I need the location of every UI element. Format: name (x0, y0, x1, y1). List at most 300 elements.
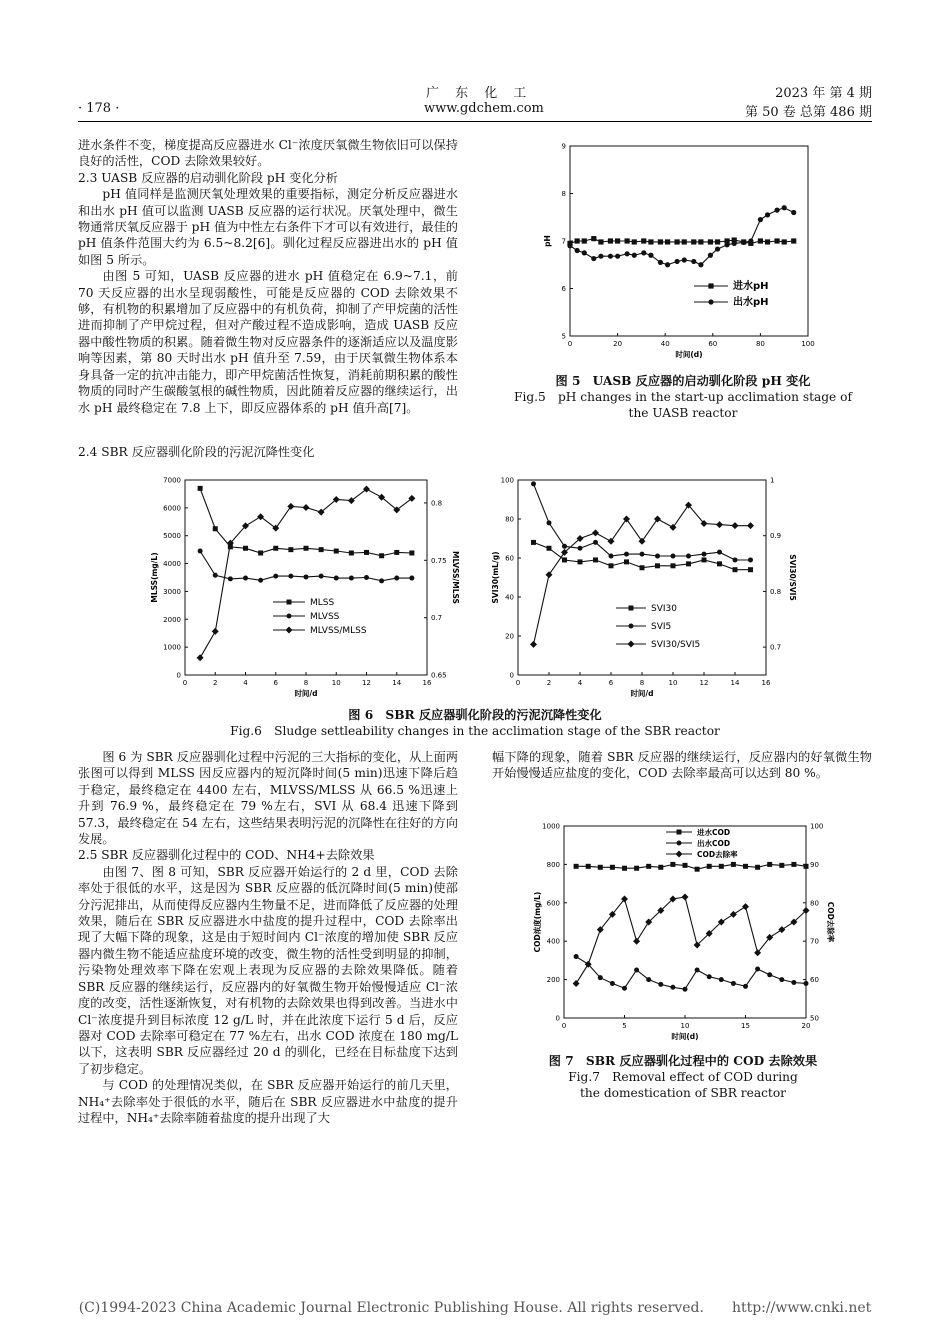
data-point (531, 481, 536, 486)
figure-6b-chart (488, 470, 808, 702)
data-point (708, 239, 713, 244)
data-point (698, 262, 703, 267)
y2-tick-label: 0.8 (770, 587, 782, 596)
x-tick-label: 8 (303, 679, 309, 687)
data-point (655, 563, 660, 568)
x-tick-label: 0 (561, 1022, 567, 1030)
data-point (648, 253, 653, 258)
x-tick-label: 10 (680, 1022, 690, 1030)
data-point (334, 549, 339, 554)
x-axis-label: 时间/d (294, 689, 318, 698)
left-column-top (78, 137, 458, 416)
data-point (682, 894, 689, 901)
y2-tick-label: 80 (810, 899, 819, 908)
x-tick-label: 15 (741, 1022, 750, 1030)
data-point (654, 516, 661, 523)
data-point (288, 547, 293, 552)
data-point (288, 574, 293, 579)
data-point (582, 238, 587, 243)
data-point (598, 865, 603, 870)
y2-tick-label: 0.7 (431, 614, 443, 623)
data-point (732, 241, 737, 246)
data-point (774, 238, 779, 243)
data-point (639, 538, 646, 545)
data-point (731, 862, 736, 867)
data-point (774, 208, 779, 213)
data-point (623, 516, 630, 523)
y-tick-label: 3000 (163, 587, 181, 596)
data-point (379, 553, 384, 558)
data-point (758, 238, 763, 243)
y-tick-label: 0 (176, 671, 181, 680)
data-point (592, 529, 599, 536)
data-point (634, 866, 639, 871)
data-point (778, 926, 785, 933)
data-point (648, 239, 653, 244)
x-tick-label: 6 (273, 679, 278, 687)
data-point (598, 239, 603, 244)
data-point (765, 239, 770, 244)
x-axis-label: 时间(d) (671, 1032, 699, 1041)
y-axis-label: SVI30(mL/g) (491, 551, 500, 604)
data-point (658, 260, 663, 265)
data-point (562, 557, 567, 562)
legend-marker (677, 841, 682, 846)
data-point (719, 864, 724, 869)
data-point (791, 862, 796, 867)
legend-label: MLSS (310, 598, 335, 608)
data-point (574, 864, 579, 869)
x-tick-label: 60 (708, 340, 718, 348)
x-tick-label: 80 (755, 340, 765, 348)
legend-marker (287, 614, 292, 619)
figure-5-caption (492, 373, 874, 421)
data-point (198, 486, 203, 491)
y2-tick-label: 100 (810, 822, 824, 831)
page-number: · 178 · (78, 101, 120, 116)
data-point (634, 968, 639, 973)
y-tick-label: 1000 (163, 643, 181, 652)
data-point (624, 559, 629, 564)
legend-label: SVI30/SVI5 (651, 640, 701, 650)
data-point (598, 975, 603, 980)
data-point (409, 550, 414, 555)
data-point (671, 554, 676, 559)
data-point (364, 550, 369, 555)
y2-tick-label: 0.75 (431, 556, 447, 565)
data-point (212, 628, 219, 635)
data-point (213, 526, 218, 531)
x-tick-label: 14 (392, 679, 402, 687)
data-point (715, 239, 720, 244)
figure-7-chart (528, 818, 838, 1050)
data-point (682, 239, 687, 244)
data-point (633, 938, 640, 945)
data-point (670, 524, 677, 531)
data-point (724, 242, 729, 247)
data-point (349, 576, 354, 581)
y-tick-label: 80 (505, 515, 514, 524)
plot-frame (518, 480, 766, 675)
y-tick-label: 4000 (163, 560, 181, 569)
data-point (804, 864, 809, 869)
legend-marker (287, 600, 292, 605)
y-tick-label: 100 (500, 476, 514, 485)
y-axis-label: COD浓度(mg/L) (533, 891, 542, 953)
data-point (591, 256, 596, 261)
figure-6a-chart (145, 470, 465, 702)
figure-7-caption-en-2: the domestication of SBR reactor (579, 1086, 786, 1100)
data-point (624, 552, 629, 557)
legend-marker (629, 624, 634, 629)
data-point (578, 559, 583, 564)
series-line-1 (534, 484, 751, 560)
data-point (716, 521, 723, 528)
y2-axis-label: MLVSS/MLSS (451, 551, 460, 604)
x-tick-label: 2 (213, 679, 218, 687)
data-point (732, 522, 739, 529)
legend-marker (628, 641, 635, 648)
data-point (213, 573, 218, 578)
legend-label: SVI5 (651, 622, 672, 632)
x-tick-label: 10 (668, 679, 678, 687)
x-tick-label: 40 (660, 340, 670, 348)
data-point (782, 239, 787, 244)
legend-marker (708, 283, 713, 288)
data-point (686, 561, 691, 566)
data-point (779, 977, 784, 982)
legend-label: 出水COD (697, 839, 731, 848)
data-point (641, 238, 646, 243)
y-axis-label: MLSS(mg/L) (150, 552, 159, 603)
data-point (733, 567, 738, 572)
data-point (409, 576, 414, 581)
data-point (593, 540, 598, 545)
x-tick-label: 20 (613, 340, 623, 348)
figure-5-caption-cn: 图 5 UASB 反应器的启动驯化阶段 pH 变化 (555, 374, 811, 388)
data-point (610, 865, 615, 870)
data-point (593, 557, 598, 562)
data-point (755, 865, 760, 870)
data-point (743, 984, 748, 989)
data-point (258, 578, 263, 583)
x-tick-label: 0 (567, 340, 573, 348)
data-point (243, 546, 248, 551)
y2-tick-label: 0.9 (770, 532, 782, 541)
legend-label: 进水pH (733, 281, 769, 292)
y2-tick-label: 60 (810, 976, 819, 985)
data-point (640, 565, 645, 570)
y2-tick-label: 1 (770, 476, 775, 485)
y-tick-label: 9 (561, 142, 566, 151)
y-tick-label: 1000 (542, 822, 560, 831)
x-tick-label: 10 (331, 679, 341, 687)
y-tick-label: 200 (546, 976, 560, 985)
legend-marker (677, 830, 682, 835)
x-tick-label: 2 (546, 679, 552, 687)
data-point (675, 259, 680, 264)
data-point (670, 985, 675, 990)
data-point (349, 550, 354, 555)
data-point (615, 254, 620, 259)
paragraph: 由图 5 可知，UASB 反应器的进水 pH 值稳定在 6.9~7.1，前 70 天反应器的出水呈现弱酸性，可能是反应器的 COD 去除效果不够，有机物的积累增加了反应器中的有机负荷，抑制了产甲烷菌的活性进而抑制了产甲烷过程，但对产酸过程不造成影响，造成 UASB 反应器中酸性物质的积累。随着微生物对反应器条件的逐渐适应以及温度影响等因素，第 80 天时出水 pH 值升至 7.59，由于厌氧微生物体系本身具备一定的抗冲击能力，即产甲烷菌活性恢复，消耗前期积累的酸性物质的同时产生碳酸氢根的碱性物质，因此随着反应器的继续运行，出水 pH 最终稳定在 7.8 上下，即反应器体系的 pH 值升高[7]。 (78, 269, 458, 415)
legend-marker (629, 606, 634, 611)
x-tick-label: 12 (699, 679, 709, 687)
y-tick-label: 5 (561, 332, 566, 341)
data-point (615, 238, 620, 243)
y2-tick-label: 70 (810, 937, 819, 946)
data-point (702, 552, 707, 557)
data-point (782, 205, 787, 210)
figure-6-caption (78, 707, 872, 739)
data-point (683, 863, 688, 868)
data-point (731, 981, 736, 986)
y2-tick-label: 90 (810, 860, 819, 869)
y-tick-label: 60 (505, 554, 514, 563)
legend-marker (286, 627, 293, 634)
data-point (758, 217, 763, 222)
legend-label: SVI30 (651, 604, 677, 614)
data-point (608, 254, 613, 259)
data-point (610, 981, 615, 986)
data-point (567, 243, 572, 248)
y-tick-label: 600 (546, 899, 560, 908)
data-point (646, 977, 651, 982)
legend-marker (708, 299, 713, 304)
data-point (670, 862, 675, 867)
legend-label: MLVSS (310, 612, 340, 622)
data-point (747, 522, 754, 529)
data-point (741, 240, 746, 245)
paragraph: pH 值同样是监测厌氧处理效果的重要指标，测定分析反应器进水和出水 pH 值可以监测 UASB 反应器的运行状况。厌氧处理中，微生物通常厌氧反应器于 pH 值为中性左右条件下才可以有效进行，最佳的 pH 值条件范围大约为 6.5~8.2[6]。驯化过程反应器进出水的 pH 值如图 5 所示。 (78, 187, 458, 267)
y2-tick-label: 0.7 (770, 643, 782, 652)
data-point (379, 578, 384, 583)
data-point (791, 980, 796, 985)
data-point (197, 654, 204, 661)
data-point (547, 520, 552, 525)
series-line-2 (576, 897, 806, 983)
data-point (273, 574, 278, 579)
data-point (228, 576, 233, 581)
data-point (658, 865, 663, 870)
data-point (273, 546, 278, 551)
paragraph: 由图 7、图 8 可知，SBR 反应器开始运行的 2 d 里，COD 去除率处于很低的水平，这是因为 SBR 反应器的低沉降时间(5 min)使部分污泥排出，从而使得反应器内生物量不足，进而降低了反应器的处理效果，随后在 SBR 反应器进水中盐度的提升过程中，COD 去除率出现了大幅下降的现象，这是由于短时间内 Cl⁻浓度的增加使 SBR 反应器内微生物不能适应盐度环境的改变，微生物的活性受到明显的抑制，污染物处理效率下降在宏观上表现为反应器的去除效果降低。随着 SBR 反应器的继续运行，反应器内的好氧微生物开始慢慢适应 Cl⁻浓度的改变，活性逐渐恢复，对有机物的去除效果也得到改善。当进水中 Cl⁻浓度提升到目标浓度 12 g/L 时，并在此浓度下运行 5 d 后，反应器对 COD 去除率可稳定在 77 %左右，出水 COD 浓度在 180 mg/L 以下，这表明 SBR 反应器经过 20 d 的驯化，已经在目标盐度下达到了初步稳定。 (78, 864, 458, 1076)
data-point (707, 974, 712, 979)
paragraph: 进水条件不变，梯度提高反应器进水 Cl⁻浓度厌氧微生物依旧可以保持良好的活性，COD 去除效果较好。 (78, 138, 458, 169)
copyright-footer: (C)1994-2023 China Academic Journal Electronic Publishing House. All rights reserved. http://www.cnki.net (78, 1300, 872, 1316)
y2-tick-label: 50 (810, 1014, 819, 1023)
legend-label: COD去除率 (697, 850, 738, 859)
data-point (765, 212, 770, 217)
data-point (748, 238, 753, 243)
x-axis-label: 时间(d) (675, 350, 703, 359)
journal-name: 广 东 化 工 (426, 86, 533, 101)
data-point (394, 576, 399, 581)
x-tick-label: 16 (761, 679, 771, 687)
legend-label: 出水pH (733, 297, 769, 308)
data-point (702, 557, 707, 562)
paragraph: 幅下降的现象，随着 SBR 反应器的继续运行，反应器内的好氧微生物开始慢慢适应盐度的变化，COD 去除率最高可以达到 80 %。 (492, 750, 872, 781)
data-point (622, 986, 627, 991)
data-point (198, 549, 203, 554)
y2-tick-label: 0.8 (431, 499, 443, 508)
data-point (364, 575, 369, 580)
y-tick-label: 6000 (163, 504, 181, 513)
data-point (622, 866, 627, 871)
data-point (531, 540, 536, 545)
data-point (683, 987, 688, 992)
data-point (575, 248, 580, 253)
y-tick-label: 20 (505, 632, 514, 641)
data-point (733, 557, 738, 562)
y2-tick-label: 0.65 (431, 671, 447, 680)
data-point (586, 864, 591, 869)
data-point (698, 239, 703, 244)
x-tick-label: 5 (622, 1022, 627, 1030)
issue-label: 2023 年 第 4 期 (775, 86, 872, 101)
data-point (658, 982, 663, 987)
figure-7-caption-cn: 图 7 SBR 反应器驯化过程中的 COD 去除效果 (548, 1054, 818, 1068)
journal-website: www.gdchem.com (424, 101, 544, 116)
y-tick-label: 7 (561, 237, 566, 246)
left-column-bottom (78, 749, 458, 1126)
data-point (717, 561, 722, 566)
figure-6-caption-en: Fig.6 Sludge settleability changes in the acclimation stage of the SBR reactor (230, 724, 720, 738)
x-tick-label: 14 (730, 679, 740, 687)
data-point (632, 239, 637, 244)
data-point (730, 911, 737, 918)
series-line-2 (200, 489, 412, 658)
y-tick-label: 400 (546, 937, 560, 946)
paragraph: 图 6 为 SBR 反应器驯化过程中污泥的三大指标的变化，从上面两张图可以得到 MLSS 因反应器内的短沉降时间(5 min)迅速下降后趋于稳定，最终稳定在 4400 左右，MLVSS/MLSS 从 66.5 %迅速上升到 76.9 %，最终稳定在 79 %左右，SVI 从 68.4 迅速下降到 57.3，最终稳定在 54 左右，这些结果表明污泥的沉降性在往好的方向发展。 (78, 750, 458, 847)
x-tick-label: 4 (577, 679, 583, 687)
data-point (755, 967, 760, 972)
data-point (665, 239, 670, 244)
data-point (691, 259, 696, 264)
data-point (258, 550, 263, 555)
data-point (767, 862, 772, 867)
legend-label: MLVSS/MLSS (310, 626, 367, 636)
data-point (804, 981, 809, 986)
data-point (748, 557, 753, 562)
legend-marker (676, 851, 683, 858)
data-point (632, 253, 637, 258)
x-tick-label: 8 (639, 679, 645, 687)
data-point (573, 980, 580, 987)
data-point (609, 563, 614, 568)
data-point (304, 546, 309, 551)
data-point (547, 546, 552, 551)
data-point (319, 547, 324, 552)
data-point (779, 863, 784, 868)
data-point (287, 503, 294, 510)
data-point (708, 253, 713, 258)
data-point (394, 550, 399, 555)
data-point (591, 236, 596, 241)
data-point (658, 239, 663, 244)
data-point (546, 571, 553, 578)
section-heading-2-4: 2.4 SBR 反应器驯化阶段的污泥沉降性变化 (78, 445, 315, 459)
figure-5-caption-en: Fig.5 pH changes in the start-up acclimation stage of (514, 390, 852, 404)
figure-7-caption (492, 1053, 874, 1101)
right-column-text (492, 749, 872, 782)
data-point (767, 972, 772, 977)
y-tick-label: 2000 (163, 615, 181, 624)
data-point (641, 250, 646, 255)
data-point (530, 641, 537, 648)
y2-axis-label: SVI30/SVI5 (788, 554, 797, 601)
x-tick-label: 4 (243, 679, 248, 687)
y-tick-label: 6 (561, 285, 566, 293)
data-point (625, 251, 630, 256)
series-line-1 (570, 208, 794, 265)
data-point (319, 574, 324, 579)
x-tick-label: 16 (422, 679, 432, 687)
data-point (578, 546, 583, 551)
legend-label: 进水COD (697, 828, 731, 837)
data-point (303, 504, 310, 511)
header-rule (78, 121, 872, 122)
data-point (717, 550, 722, 555)
y-tick-label: 0 (509, 671, 514, 680)
data-point (243, 576, 248, 581)
data-point (334, 576, 339, 581)
x-tick-label: 6 (608, 679, 614, 687)
data-point (582, 250, 587, 255)
y2-axis-label: COD去除率 (826, 901, 835, 943)
data-point (715, 246, 720, 251)
data-point (743, 864, 748, 869)
y-tick-label: 0 (555, 1014, 560, 1023)
y-tick-label: 40 (505, 593, 514, 602)
y-axis-label: pH (543, 235, 552, 247)
section-heading-2-3: 2.3 UASB 反应器的启动驯化阶段 pH 变化分析 (78, 170, 338, 185)
data-point (791, 238, 796, 243)
data-point (608, 238, 613, 243)
x-tick-label: 100 (801, 340, 815, 348)
data-point (707, 864, 712, 869)
data-point (686, 554, 691, 559)
data-point (748, 567, 753, 572)
data-point (675, 239, 680, 244)
volume-label: 第 50 卷 总第 486 期 (744, 105, 872, 120)
figure-6-caption-cn: 图 6 SBR 反应器驯化阶段的污泥沉降性变化 (348, 708, 602, 722)
data-point (682, 257, 687, 262)
x-tick-label: 20 (801, 1022, 811, 1030)
data-point (574, 954, 579, 959)
y-tick-label: 8 (561, 190, 566, 198)
data-point (575, 238, 580, 243)
paragraph: 与 COD 的处理情况类似，在 SBR 反应器开始运行的前几天里，NH₄⁺去除率处于很低的水平，随后在 SBR 反应器进水中盐度的提升过程中，NH₄⁺去除率随着盐度的提升出现了大 (78, 1078, 458, 1125)
data-point (742, 903, 749, 910)
data-point (304, 574, 309, 579)
section-heading-2-5: 2.5 SBR 反应器驯化过程中的 COD、NH4+去除效果 (78, 848, 375, 863)
data-point (598, 254, 603, 259)
figure-7-caption-en: Fig.7 Removal effect of COD during (568, 1070, 798, 1084)
data-point (665, 262, 670, 267)
x-tick-label: 0 (182, 679, 188, 687)
data-point (640, 552, 645, 557)
y-tick-label: 800 (546, 860, 560, 869)
data-point (791, 210, 796, 215)
data-point (609, 554, 614, 559)
figure-5-chart (536, 136, 826, 368)
data-point (695, 867, 700, 872)
data-point (625, 238, 630, 243)
data-point (608, 538, 615, 545)
data-point (655, 554, 660, 559)
y-tick-label: 5000 (163, 532, 181, 541)
